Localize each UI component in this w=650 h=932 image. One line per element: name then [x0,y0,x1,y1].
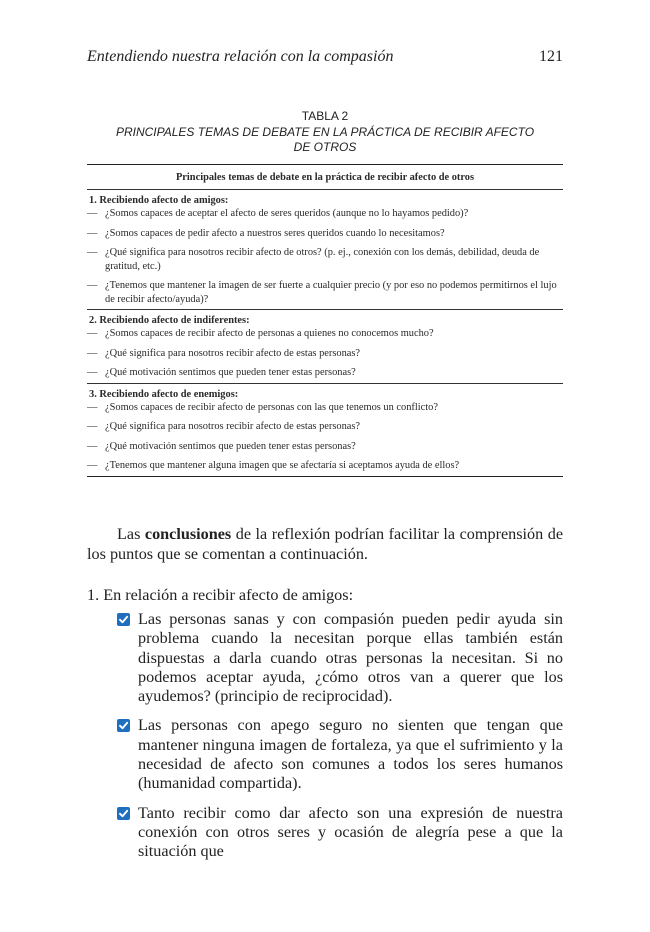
table-section-friends [87,190,563,309]
question-item [87,459,563,473]
debate-topics-table [87,164,563,477]
paragraph-text: de la reflexión podrían facilitar la comprensión de los puntos que se comentan a continuación. [87,525,564,563]
dash: — [87,227,98,239]
question-item [87,366,563,380]
question-item [87,207,563,221]
question-text: ¿Somos capaces de recibir afecto de personas con las que tenemos un conflicto? [105,401,438,413]
table-section-enemies [87,384,563,476]
checkbox-checked-icon [117,613,130,626]
dash: — [87,328,98,339]
paragraph-text: Las [117,525,141,543]
question-item [87,440,563,454]
dash: — [87,367,98,378]
table-caption-line: DE OTROS [293,140,357,154]
question-text: ¿Qué significa para nosotros recibir afecto de otros? (p. ej., conexión con los demás, debilidad, deuda de gratitud, etc.) [105,247,540,272]
dash: — [87,347,98,359]
question-item [87,347,563,361]
question-item [87,227,563,241]
section-title: 2. Recibiendo afecto de indiferentes: [89,315,250,326]
question-text: ¿Tenemos que mantener alguna imagen que se afectaría si aceptamos ayuda de ellos? [105,460,460,471]
checkbox-checked-icon [117,807,130,820]
running-head-title: Entendiendo nuestra relación con la compasión [87,48,394,65]
list-item [117,610,563,706]
list-item [117,716,563,793]
table-rule [87,476,563,477]
table-section-indifferent [87,310,563,383]
question-item [87,279,563,306]
table-number: TABLA 2 [301,109,349,123]
question-item [87,401,563,415]
question-text: ¿Tenemos que mantener la imagen de ser fuerte a cualquier precio (y por eso no podemos permitirnos el lujo de recibir afecto/ayuda)? [105,280,557,305]
question-text: ¿Somos capaces de recibir afecto de personas a quienes no conocemos mucho? [105,328,434,339]
section-title: 1. Recibiendo afecto de amigos: [89,195,229,206]
question-text: ¿Somos capaces de aceptar el afecto de seres queridos (aunque no lo hayamos pedido)? [105,208,469,219]
list-item-text: Las personas con apego seguro no sienten que tengan que mantener ninguna imagen de fortaleza, ya que el sufrimiento y la necesidad de afecto son comunes a todos los seres humanos (humanidad compartida). [138,716,563,793]
question-item [87,246,563,273]
question-text: ¿Qué significa para nosotros recibir afecto de estas personas? [105,421,361,432]
dash: — [87,401,98,413]
conclusions-list [117,610,563,872]
dash: — [87,460,98,471]
list-item-text: Tanto recibir como dar afecto son una expresión de nuestra conexión con otros seres y ocasión de alegría pese a que la situación que [138,803,563,861]
question-item [87,327,563,341]
question-text: ¿Qué motivación sentimos que pueden tener estas personas? [105,367,356,378]
table-caption-line: PRINCIPALES TEMAS DE DEBATE EN LA PRÁCTICA DE RECIBIR AFECTO [115,125,535,139]
running-head [87,48,563,70]
page-number: 121 [539,48,563,65]
table-caption [87,125,563,155]
dash: — [87,421,98,432]
dash: — [87,280,98,291]
checkbox-checked-icon [117,719,130,732]
list-item-text: Las personas sanas y con compasión pueden pedir ayuda sin problema cuando la necesitan porque ellas también están dispuestas a darla cuando otras personas la necesitan. Si no podemos aceptar ayuda, ¿cómo otros van a querer que los ayudemos? (principio de reciprocidad). [138,610,563,706]
dash: — [87,247,98,258]
paragraph-bold-text: conclusiones [144,525,232,543]
dash: — [87,440,98,452]
question-item [87,420,563,434]
conclusions-paragraph [87,524,563,564]
question-text: ¿Qué significa para nosotros recibir afecto de estas personas? [105,347,361,359]
section-title: 3. Recibiendo afecto de enemigos: [89,388,239,400]
question-text: ¿Somos capaces de pedir afecto a nuestros seres queridos cuando lo necesitamos? [105,227,445,239]
list-item [117,804,563,862]
list-heading: 1. En relación a recibir afecto de amigos: [87,586,354,604]
dash: — [87,208,98,219]
table-column-header: Principales temas de debate en la práctica de recibir afecto de otros [175,172,475,183]
question-text: ¿Qué motivación sentimos que pueden tener estas personas? [105,440,356,452]
